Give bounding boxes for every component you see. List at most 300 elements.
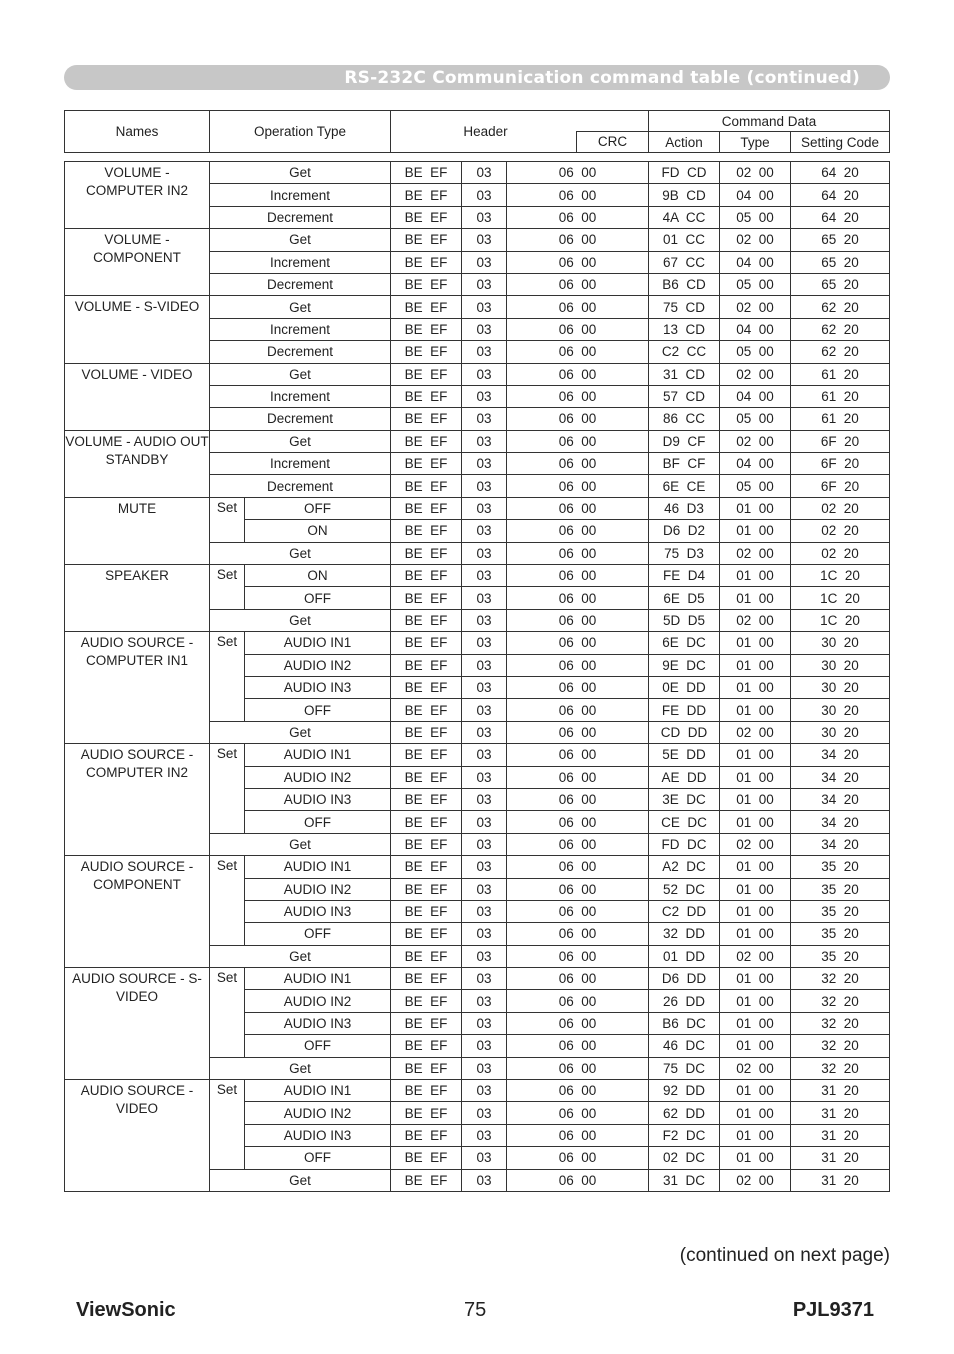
crc-cell: 5E DD [649, 744, 720, 766]
header-byte-cell: 06 00 [507, 654, 649, 676]
header-byte-cell: 03 [462, 184, 507, 206]
set-label: Set [210, 497, 245, 542]
header-byte-cell: 03 [462, 251, 507, 273]
table-body [65, 162, 890, 1192]
header-byte-cell: BE EF [391, 833, 462, 855]
header-command-data: Command Data [649, 111, 890, 132]
table-row [65, 1080, 890, 1102]
type-cell: 34 20 [791, 833, 890, 855]
header-byte-cell: BE EF [391, 385, 462, 407]
header-byte-cell: 06 00 [507, 408, 649, 430]
type-cell: 31 20 [791, 1169, 890, 1191]
crc-cell: 02 DC [649, 1147, 720, 1169]
header-byte-cell: 03 [462, 475, 507, 497]
header-byte-cell: 06 00 [507, 744, 649, 766]
header-byte-cell: BE EF [391, 453, 462, 475]
action-cell: 04 00 [720, 453, 791, 475]
header-byte-cell: 03 [462, 1080, 507, 1102]
type-cell: 34 20 [791, 744, 890, 766]
action-cell: 01 00 [720, 744, 791, 766]
crc-cell: 57 CD [649, 385, 720, 407]
type-cell: 31 20 [791, 1124, 890, 1146]
header-byte-cell: BE EF [391, 1102, 462, 1124]
crc-cell: 9B CD [649, 184, 720, 206]
type-cell: 61 20 [791, 385, 890, 407]
header-byte-cell: 03 [462, 520, 507, 542]
header-byte-cell: 06 00 [507, 587, 649, 609]
crc-cell: 13 CD [649, 318, 720, 340]
header-byte-cell: BE EF [391, 788, 462, 810]
header-byte-cell: 06 00 [507, 273, 649, 295]
command-name: VOLUME - COMPUTER IN2 [65, 162, 210, 229]
banner-title: RS-232C Communication command table (continued) [344, 68, 860, 88]
type-cell: 30 20 [791, 721, 890, 743]
type-cell: 62 20 [791, 341, 890, 363]
table-row [65, 430, 890, 452]
operation-cell: AUDIO IN2 [245, 766, 391, 788]
header-byte-cell: BE EF [391, 587, 462, 609]
action-cell: 02 00 [720, 1057, 791, 1079]
action-cell: 01 00 [720, 587, 791, 609]
operation-cell: Get [210, 430, 391, 452]
set-label: Set [210, 856, 245, 946]
table-row [65, 565, 890, 587]
crc-cell: D6 DD [649, 968, 720, 990]
crc-cell: 92 DD [649, 1080, 720, 1102]
action-cell: 01 00 [720, 788, 791, 810]
operation-cell: AUDIO IN3 [245, 788, 391, 810]
header-byte-cell: 03 [462, 1169, 507, 1191]
header-byte-cell: BE EF [391, 251, 462, 273]
header-byte-cell: BE EF [391, 475, 462, 497]
operation-cell: AUDIO IN3 [245, 1124, 391, 1146]
operation-cell: Get [210, 945, 391, 967]
action-cell: 05 00 [720, 273, 791, 295]
header-byte-cell: BE EF [391, 923, 462, 945]
command-name: AUDIO SOURCE - COMPUTER IN1 [65, 632, 210, 744]
header-byte-cell: 03 [462, 1057, 507, 1079]
type-cell: 62 20 [791, 296, 890, 318]
header-spacer [65, 153, 890, 162]
action-cell: 02 00 [720, 162, 791, 184]
type-cell: 32 20 [791, 968, 890, 990]
crc-cell: 75 DC [649, 1057, 720, 1079]
header-byte-cell: 03 [462, 900, 507, 922]
action-cell: 01 00 [720, 811, 791, 833]
header-byte-cell: 06 00 [507, 968, 649, 990]
operation-cell: Get [210, 1057, 391, 1079]
header-byte-cell: 03 [462, 430, 507, 452]
action-cell: 01 00 [720, 900, 791, 922]
header-byte-cell: 06 00 [507, 520, 649, 542]
action-cell: 01 00 [720, 1035, 791, 1057]
header-names: Names [65, 111, 210, 153]
action-cell: 02 00 [720, 229, 791, 251]
action-cell: 05 00 [720, 408, 791, 430]
operation-cell: ON [245, 520, 391, 542]
header-byte-cell: 06 00 [507, 341, 649, 363]
header-byte-cell: BE EF [391, 721, 462, 743]
type-cell: 35 20 [791, 878, 890, 900]
header-byte-cell: 06 00 [507, 497, 649, 519]
type-cell: 31 20 [791, 1147, 890, 1169]
type-cell: 35 20 [791, 945, 890, 967]
header-byte-cell: 06 00 [507, 542, 649, 564]
command-name: SPEAKER [65, 565, 210, 632]
crc-cell: 6E DC [649, 632, 720, 654]
crc-cell: B6 DC [649, 1012, 720, 1034]
header-byte-cell: BE EF [391, 766, 462, 788]
header-byte-cell: BE EF [391, 542, 462, 564]
header-byte-cell: 03 [462, 968, 507, 990]
operation-cell: Increment [210, 385, 391, 407]
operation-cell: OFF [245, 699, 391, 721]
operation-cell: Decrement [210, 206, 391, 228]
header-byte-cell: 03 [462, 856, 507, 878]
action-cell: 01 00 [720, 990, 791, 1012]
command-name: VOLUME - VIDEO [65, 363, 210, 430]
header-byte-cell: BE EF [391, 609, 462, 631]
header-byte-cell: 06 00 [507, 1124, 649, 1146]
table-row [65, 229, 890, 251]
header-byte-cell: 06 00 [507, 900, 649, 922]
header-byte-cell: 03 [462, 1124, 507, 1146]
header-byte-cell: BE EF [391, 654, 462, 676]
header-byte-cell: BE EF [391, 1080, 462, 1102]
command-name: AUDIO SOURCE - S-VIDEO [65, 968, 210, 1080]
header-byte-cell: 03 [462, 296, 507, 318]
crc-cell: F2 DC [649, 1124, 720, 1146]
header-byte-cell: 06 00 [507, 162, 649, 184]
operation-cell: AUDIO IN1 [245, 968, 391, 990]
header-byte-cell: 06 00 [507, 184, 649, 206]
crc-cell: 01 CC [649, 229, 720, 251]
operation-cell: Decrement [210, 475, 391, 497]
header-byte-cell: 06 00 [507, 363, 649, 385]
crc-cell: BF CF [649, 453, 720, 475]
operation-cell: AUDIO IN1 [245, 744, 391, 766]
header-byte-cell: BE EF [391, 856, 462, 878]
operation-cell: Increment [210, 251, 391, 273]
set-label: Set [210, 1080, 245, 1170]
type-cell: 30 20 [791, 699, 890, 721]
header-byte-cell: BE EF [391, 811, 462, 833]
header-byte-cell: 06 00 [507, 1035, 649, 1057]
header-byte-cell: BE EF [391, 296, 462, 318]
header-byte-cell: 06 00 [507, 811, 649, 833]
crc-cell: FE DD [649, 699, 720, 721]
header-byte-cell: 06 00 [507, 609, 649, 631]
header-byte-cell: 03 [462, 654, 507, 676]
header-byte-cell: BE EF [391, 1035, 462, 1057]
command-name: VOLUME - COMPONENT [65, 229, 210, 296]
header-byte-cell: 03 [462, 385, 507, 407]
action-cell: 01 00 [720, 923, 791, 945]
header-byte-cell: 03 [462, 609, 507, 631]
crc-cell: FE D4 [649, 565, 720, 587]
header-header [391, 111, 649, 153]
header-byte-cell: 03 [462, 273, 507, 295]
operation-cell: OFF [245, 1147, 391, 1169]
header-byte-cell: BE EF [391, 744, 462, 766]
header-byte-cell: 03 [462, 699, 507, 721]
operation-cell: Get [210, 162, 391, 184]
header-byte-cell: 03 [462, 721, 507, 743]
header-action: Action [649, 132, 720, 153]
type-cell: 32 20 [791, 1057, 890, 1079]
header-byte-cell: 03 [462, 229, 507, 251]
header-byte-cell: 03 [462, 676, 507, 698]
type-cell: 35 20 [791, 900, 890, 922]
header-byte-cell: 06 00 [507, 251, 649, 273]
header-byte-cell: 03 [462, 788, 507, 810]
header-byte-cell: BE EF [391, 900, 462, 922]
header-byte-cell: BE EF [391, 565, 462, 587]
crc-cell: 26 DD [649, 990, 720, 1012]
action-cell: 01 00 [720, 520, 791, 542]
type-cell: 34 20 [791, 766, 890, 788]
header-byte-cell: 06 00 [507, 1147, 649, 1169]
header-byte-cell: 06 00 [507, 385, 649, 407]
action-cell: 02 00 [720, 833, 791, 855]
command-name: VOLUME - S-VIDEO [65, 296, 210, 363]
type-cell: 35 20 [791, 856, 890, 878]
header-byte-cell: BE EF [391, 273, 462, 295]
crc-cell: CD DD [649, 721, 720, 743]
type-cell: 32 20 [791, 1012, 890, 1034]
header-byte-cell: 06 00 [507, 1080, 649, 1102]
crc-cell: 31 DC [649, 1169, 720, 1191]
crc-cell: FD DC [649, 833, 720, 855]
header-byte-cell: BE EF [391, 1124, 462, 1146]
command-table [64, 110, 890, 1192]
crc-cell: C2 CC [649, 341, 720, 363]
operation-cell: Get [210, 721, 391, 743]
type-cell: 30 20 [791, 676, 890, 698]
header-byte-cell: BE EF [391, 878, 462, 900]
action-cell: 01 00 [720, 878, 791, 900]
operation-cell: OFF [245, 497, 391, 519]
type-cell: 61 20 [791, 408, 890, 430]
operation-cell: AUDIO IN2 [245, 990, 391, 1012]
header-byte-cell: BE EF [391, 968, 462, 990]
header-byte-cell: BE EF [391, 1057, 462, 1079]
header-byte-cell: 03 [462, 453, 507, 475]
type-cell: 1C 20 [791, 565, 890, 587]
header-byte-cell: 06 00 [507, 632, 649, 654]
action-cell: 04 00 [720, 318, 791, 340]
operation-cell: AUDIO IN3 [245, 1012, 391, 1034]
type-cell: 6F 20 [791, 453, 890, 475]
header-byte-cell: 03 [462, 990, 507, 1012]
header-byte-cell: 03 [462, 833, 507, 855]
crc-cell: D9 CF [649, 430, 720, 452]
header-byte-cell: 06 00 [507, 475, 649, 497]
table-row [65, 632, 890, 654]
type-cell: 65 20 [791, 251, 890, 273]
crc-cell: D6 D2 [649, 520, 720, 542]
header-byte-cell: BE EF [391, 990, 462, 1012]
set-label: Set [210, 565, 245, 610]
action-cell: 05 00 [720, 475, 791, 497]
header-byte-cell: 03 [462, 341, 507, 363]
header-byte-cell: 06 00 [507, 453, 649, 475]
header-byte-cell: 06 00 [507, 945, 649, 967]
operation-cell: AUDIO IN2 [245, 878, 391, 900]
header-byte-cell: BE EF [391, 520, 462, 542]
header-byte-cell: BE EF [391, 318, 462, 340]
header-byte-cell: 06 00 [507, 766, 649, 788]
action-cell: 02 00 [720, 945, 791, 967]
header-byte-cell: 06 00 [507, 430, 649, 452]
command-name: MUTE [65, 497, 210, 564]
operation-cell: Get [210, 833, 391, 855]
header-byte-cell: 06 00 [507, 833, 649, 855]
crc-cell: 9E DC [649, 654, 720, 676]
header-byte-cell: BE EF [391, 184, 462, 206]
operation-cell: Increment [210, 184, 391, 206]
action-cell: 04 00 [720, 251, 791, 273]
type-cell: 64 20 [791, 162, 890, 184]
header-byte-cell: 03 [462, 811, 507, 833]
header-crc: CRC [576, 131, 648, 152]
operation-cell: AUDIO IN1 [245, 632, 391, 654]
header-byte-cell: 03 [462, 1035, 507, 1057]
table-row [65, 162, 890, 184]
header-byte-cell: 03 [462, 363, 507, 385]
type-cell: 64 20 [791, 184, 890, 206]
action-cell: 01 00 [720, 856, 791, 878]
header-byte-cell: BE EF [391, 1169, 462, 1191]
operation-cell: AUDIO IN2 [245, 1102, 391, 1124]
action-cell: 01 00 [720, 1012, 791, 1034]
action-cell: 01 00 [720, 654, 791, 676]
header-byte-cell: 03 [462, 1102, 507, 1124]
action-cell: 01 00 [720, 1124, 791, 1146]
header-byte-cell: 06 00 [507, 990, 649, 1012]
header-byte-cell: 03 [462, 318, 507, 340]
header-byte-cell: BE EF [391, 341, 462, 363]
table-row [65, 296, 890, 318]
crc-cell: 62 DD [649, 1102, 720, 1124]
action-cell: 02 00 [720, 430, 791, 452]
header-byte-cell: 06 00 [507, 1057, 649, 1079]
command-name: AUDIO SOURCE - VIDEO [65, 1080, 210, 1192]
crc-cell: AE DD [649, 766, 720, 788]
command-name: AUDIO SOURCE - COMPONENT [65, 856, 210, 968]
action-cell: 05 00 [720, 341, 791, 363]
action-cell: 01 00 [720, 968, 791, 990]
type-cell: 6F 20 [791, 475, 890, 497]
header-operation-type: Operation Type [210, 111, 391, 153]
type-cell: 6F 20 [791, 430, 890, 452]
action-cell: 02 00 [720, 542, 791, 564]
header-byte-cell: 06 00 [507, 878, 649, 900]
table-row [65, 363, 890, 385]
header-setting-code: Setting Code [791, 132, 890, 153]
type-cell: 31 20 [791, 1080, 890, 1102]
type-cell: 64 20 [791, 206, 890, 228]
crc-cell: 75 D3 [649, 542, 720, 564]
operation-cell: Decrement [210, 341, 391, 363]
header-byte-cell: 03 [462, 497, 507, 519]
type-cell: 1C 20 [791, 609, 890, 631]
header-byte-cell: 06 00 [507, 1102, 649, 1124]
operation-cell: OFF [245, 811, 391, 833]
header-byte-cell: 03 [462, 408, 507, 430]
header-byte-cell: 06 00 [507, 1169, 649, 1191]
operation-cell: Increment [210, 453, 391, 475]
action-cell: 04 00 [720, 385, 791, 407]
header-byte-cell: BE EF [391, 676, 462, 698]
header-byte-cell: 03 [462, 923, 507, 945]
header-byte-cell: 03 [462, 162, 507, 184]
header-byte-cell: BE EF [391, 699, 462, 721]
operation-cell: Get [210, 363, 391, 385]
operation-cell: AUDIO IN3 [245, 676, 391, 698]
operation-cell: Get [210, 1169, 391, 1191]
operation-cell: Get [210, 609, 391, 631]
type-cell: 61 20 [791, 363, 890, 385]
action-cell: 05 00 [720, 206, 791, 228]
action-cell: 02 00 [720, 1169, 791, 1191]
crc-cell: 4A CC [649, 206, 720, 228]
crc-cell: C2 DD [649, 900, 720, 922]
crc-cell: 86 CC [649, 408, 720, 430]
crc-cell: 31 CD [649, 363, 720, 385]
header-byte-cell: BE EF [391, 363, 462, 385]
header-byte-cell: BE EF [391, 206, 462, 228]
header-byte-cell: 06 00 [507, 318, 649, 340]
table-row [65, 744, 890, 766]
header-byte-cell: 06 00 [507, 296, 649, 318]
operation-cell: Decrement [210, 408, 391, 430]
action-cell: 01 00 [720, 632, 791, 654]
operation-cell: Increment [210, 318, 391, 340]
action-cell: 02 00 [720, 296, 791, 318]
type-cell: 02 20 [791, 520, 890, 542]
crc-cell: 6E CE [649, 475, 720, 497]
header-byte-cell: 03 [462, 587, 507, 609]
header-byte-cell: 06 00 [507, 856, 649, 878]
header-byte-cell: 06 00 [507, 788, 649, 810]
set-label: Set [210, 744, 245, 834]
header-byte-cell: BE EF [391, 632, 462, 654]
action-cell: 01 00 [720, 1147, 791, 1169]
header-byte-cell: BE EF [391, 430, 462, 452]
crc-cell: 0E DD [649, 676, 720, 698]
type-cell: 30 20 [791, 632, 890, 654]
type-cell: 35 20 [791, 923, 890, 945]
header-byte-cell: 03 [462, 542, 507, 564]
action-cell: 02 00 [720, 609, 791, 631]
header-byte-cell: 06 00 [507, 1012, 649, 1034]
crc-cell: 3E DC [649, 788, 720, 810]
action-cell: 01 00 [720, 1102, 791, 1124]
footer-brand: ViewSonic [76, 1299, 176, 1321]
type-cell: 02 20 [791, 497, 890, 519]
type-cell: 1C 20 [791, 587, 890, 609]
set-label: Set [210, 632, 245, 722]
crc-cell: A2 DC [649, 856, 720, 878]
header-label: Header [463, 124, 508, 139]
operation-cell: OFF [245, 587, 391, 609]
crc-cell: 52 DC [649, 878, 720, 900]
crc-cell: 46 DC [649, 1035, 720, 1057]
set-label: Set [210, 968, 245, 1058]
operation-cell: AUDIO IN2 [245, 654, 391, 676]
command-name: VOLUME - AUDIO OUT STANDBY [65, 430, 210, 497]
